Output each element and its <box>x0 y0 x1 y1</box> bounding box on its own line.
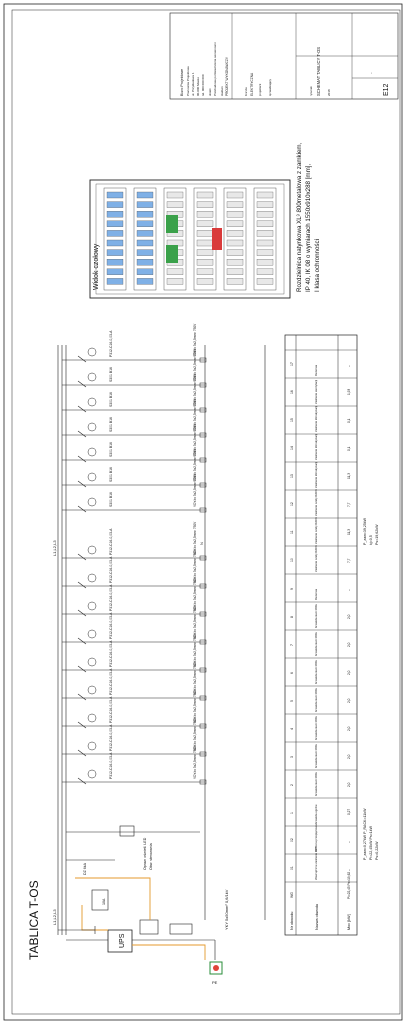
cable-label: YDYżo 3x2,5mm² 750V <box>193 689 197 723</box>
title-company-line-3: 00-000 Miasto <box>196 76 200 96</box>
schematic <box>27 323 265 985</box>
device-module <box>257 250 273 256</box>
breaker-contact <box>78 610 86 616</box>
neutral-label: N <box>199 542 204 545</box>
title-date: 2018 <box>327 89 331 96</box>
device-module <box>137 202 153 208</box>
incoming-cable: YKY 5x50mm² 0,6/1kV <box>224 889 229 930</box>
left-circuit <box>62 605 206 644</box>
title-branch: ELEKTRYCZNA <box>250 72 254 96</box>
title-company-line-1: Pracownia Projektowa <box>186 66 190 96</box>
board-title: TABLICA T-OS <box>27 880 41 960</box>
table-power: 11,3 <box>347 473 351 479</box>
rcd-symbol <box>88 658 96 666</box>
breaker-label: P312-C16-0,03-A <box>109 668 113 695</box>
device-module <box>257 278 273 284</box>
bus-left-label: L1,L2,L3 <box>52 909 57 925</box>
device-module <box>137 230 153 236</box>
left-circuit <box>62 549 206 588</box>
table-power: 2,0 <box>347 754 351 759</box>
enclosure-line-3: I klasa ochronności <box>314 239 321 292</box>
breaker-contact <box>78 666 86 672</box>
device-module <box>227 192 243 198</box>
circuits-right <box>62 323 206 512</box>
table-nr: 4 <box>290 728 294 730</box>
device-module <box>107 202 123 208</box>
rcd-symbol <box>88 630 96 638</box>
breaker-contact <box>78 778 86 784</box>
title-number: E12 <box>383 83 390 96</box>
control-wire-2 <box>75 878 150 920</box>
device-module <box>137 221 153 227</box>
table-name: Rezerwa <box>314 364 318 376</box>
table-nr: 13 <box>290 474 294 478</box>
table-name: Gniazda sieci RDG <box>314 716 318 740</box>
title-company-line-2: ul. Przykładowa 1 <box>191 72 195 96</box>
device-module <box>107 278 123 284</box>
device-module <box>197 211 213 217</box>
breaker-label: S301 B16 <box>109 467 113 482</box>
table-header-name: Nazwa obwodu <box>315 904 319 930</box>
table-power: 0,1 <box>347 446 351 451</box>
device-module <box>167 278 183 284</box>
device-module <box>257 202 273 208</box>
right-circuit <box>62 348 206 387</box>
left-circuit <box>62 745 206 784</box>
breaker-label: S301 B16 <box>109 442 113 457</box>
main-switch-handle <box>212 228 222 250</box>
device-module <box>257 211 273 217</box>
device-module <box>227 211 243 217</box>
right-circuit <box>62 323 206 362</box>
table-power: 2,0 <box>347 726 351 731</box>
rcd-symbol <box>88 574 96 582</box>
cabinet-row <box>254 188 276 290</box>
control-label: Obw. sterowania <box>149 843 153 870</box>
table-name: Zasilanie szafy RACK <box>314 516 318 544</box>
cable-label: YDYżo 3x2,5mm² 750V <box>193 661 197 695</box>
table-nr: 11 <box>290 530 294 534</box>
table-nr: 01 <box>290 866 294 870</box>
breaker-contact <box>78 481 86 487</box>
title-designer-label: projektant <box>258 83 262 96</box>
device-module <box>137 192 153 198</box>
device-module <box>197 250 213 256</box>
left-circuit <box>62 633 206 672</box>
table-header-nr: Nr obwodu <box>290 911 294 930</box>
device-module <box>107 250 123 256</box>
title-scale: – <box>369 72 373 74</box>
device-module <box>197 240 213 246</box>
device-module <box>107 221 123 227</box>
title-branch-label: branża <box>244 87 248 96</box>
table-name: Zasilanie klimatyzacji <box>314 433 318 460</box>
cable-label: YDYżo 3x2,5mm² 750V <box>193 521 197 555</box>
breaker-contact <box>78 554 86 560</box>
title-block <box>170 13 398 99</box>
table-nr: 12 <box>290 502 294 506</box>
table-power: 2,0 <box>347 642 351 647</box>
breaker-label: P312-C16-0,03-A <box>109 612 113 639</box>
device-module <box>137 250 153 256</box>
table-name: Gniazda sieci RDG <box>314 660 318 684</box>
table-name: Ochrona przepięciowa <box>314 824 318 852</box>
rcd-symbol <box>88 686 96 694</box>
bus-right-label: L1,L2,L3 <box>52 540 57 556</box>
table-power: Pi=22,45 Ps=19,62 <box>347 871 351 899</box>
device-module <box>257 221 273 227</box>
device-module <box>107 211 123 217</box>
table-nr: 1 <box>290 812 294 814</box>
cable-label: YDYżo 3x2,5mm² 750V <box>193 398 197 432</box>
pe-label: PE <box>212 980 218 985</box>
fuse-label: 10A <box>102 898 106 905</box>
device-module <box>257 240 273 246</box>
breaker-contact <box>78 506 86 512</box>
device-module <box>137 259 153 265</box>
title-object-label: obiekt <box>208 88 212 96</box>
device-module <box>227 230 243 236</box>
table-power: 2,0 <box>347 614 351 619</box>
device-module <box>227 202 243 208</box>
cable-label: YDYżo 3x2,5mm² 750V <box>193 348 197 382</box>
table-name: Gniazda sieci RDG <box>314 744 318 768</box>
table-name: Zasilanie wentylacji <box>314 379 318 404</box>
table-power: 2,0 <box>347 670 351 675</box>
device-module <box>197 230 213 236</box>
right-circuit <box>62 473 206 512</box>
ups-block <box>66 878 229 985</box>
cable-label: YDYżo 3x2,5mm² 750V <box>193 473 197 507</box>
table-nr: 15 <box>290 418 294 422</box>
table-power: – <box>347 869 351 871</box>
table-power: – <box>347 841 351 843</box>
device-module <box>167 192 183 198</box>
breaker-contact <box>78 381 86 387</box>
device-module <box>257 230 273 236</box>
breaker-contact <box>78 750 86 756</box>
device-module <box>137 211 153 217</box>
table-power: 2,0 <box>347 698 351 703</box>
device-module <box>227 221 243 227</box>
breaker-label: P312-C16-0,03-A <box>109 752 113 779</box>
circuit-table <box>285 335 379 935</box>
table-nr: 8 <box>290 616 294 618</box>
device-module <box>197 278 213 284</box>
cable-label: YDYżo 3x2,5mm² 750V <box>193 323 197 357</box>
breaker-label: P312-C16-0,03-A <box>109 640 113 667</box>
breaker-label: S301 B16 <box>109 417 113 432</box>
cable-label: YDYżo 3x2,5mm² 750V <box>193 745 197 779</box>
cabinet-row <box>224 188 246 290</box>
title-drawing-label: rysunek <box>309 86 313 96</box>
ups-label: UPS <box>119 933 126 948</box>
breaker-contact <box>78 694 86 700</box>
table-power: 7,7 <box>347 558 351 563</box>
right-circuit <box>62 398 206 437</box>
title-stage-label: stadium <box>220 86 224 96</box>
rcd-symbol <box>88 423 96 431</box>
breaker-contact <box>78 356 86 362</box>
cabinet-row <box>164 188 186 290</box>
device-module <box>197 202 213 208</box>
rcd-symbol <box>88 473 96 481</box>
table-name: Zasilanie klimatyzacji <box>314 461 318 488</box>
table-nr: 2 <box>290 784 294 786</box>
table-nr: 14 <box>290 446 294 450</box>
device-module <box>227 240 243 246</box>
breaker-contact <box>78 406 86 412</box>
device-module <box>227 259 243 265</box>
device-module <box>167 269 183 275</box>
breaker-label: S301 B16 <box>109 392 113 407</box>
rcd-symbol <box>88 770 96 778</box>
light-label: Opraw. oświetl. LED <box>143 837 147 870</box>
indicator-green-1 <box>166 215 178 233</box>
left-circuit <box>62 689 206 728</box>
rcd-symbol <box>88 546 96 554</box>
left-circuit <box>62 577 206 616</box>
pe-terminal-dot <box>213 965 219 971</box>
table-power: 0,27 <box>347 808 351 815</box>
title-checker-label: sprawdzający <box>268 79 272 96</box>
table-name: Zasilanie szafy RACK <box>314 488 318 516</box>
table-power: 2,0 <box>347 782 351 787</box>
table-name: Gniazda sieci RDG <box>314 772 318 796</box>
device-module <box>197 192 213 198</box>
summary-left-2: Pi=22,45kW Ps=1kW <box>369 826 373 860</box>
table-nr: 10 <box>290 558 294 562</box>
table-power: 11,3 <box>347 529 351 535</box>
breaker-label: P312-C16-0,03-A <box>109 556 113 583</box>
rcd-symbol <box>88 742 96 750</box>
table-nr: 17 <box>290 362 294 366</box>
device-module <box>257 259 273 265</box>
table-nr: 16 <box>290 390 294 394</box>
table-nr: 5 <box>290 700 294 702</box>
table-header-power: Moc [kW] <box>347 914 351 930</box>
right-circuit <box>62 373 206 412</box>
device-module <box>107 269 123 275</box>
cable-label: YDYżo 3x2,5mm² 750V <box>193 549 197 583</box>
table-name: Zasilanie szafy RACK <box>314 544 318 572</box>
breaker-label: S301 B16 <box>109 367 113 382</box>
table-name: Gniazda sieci RDG <box>314 604 318 628</box>
cable-label: YDYżo 3x2,5mm² 750V <box>193 633 197 667</box>
left-circuit <box>62 661 206 700</box>
breaker-label: P312-C16-0,03-A <box>109 724 113 751</box>
front-view-title: Widok czołowy <box>93 243 100 290</box>
device-module <box>107 240 123 246</box>
main-switch <box>58 826 200 934</box>
table-power: – <box>347 589 351 591</box>
breaker-label: S301 B16 <box>109 492 113 507</box>
table-name: Gniazda sieci RDG <box>314 632 318 656</box>
device-module <box>197 259 213 265</box>
device-module <box>137 240 153 246</box>
breaker-label: P312-C16-0,03-A <box>109 696 113 723</box>
cable-label: YDYżo 3x2,5mm² 750V <box>193 717 197 751</box>
control-wire-3 <box>132 945 205 960</box>
cable-label: YDYżo 3x2,5mm² 750V <box>193 423 197 457</box>
title-stage: PROJEKT WYKONAWCZY <box>225 57 229 96</box>
breaker-label: P312-C16-0,03-A <box>109 330 113 357</box>
left-circuit <box>62 717 206 756</box>
table-name: Gniazda sieci RDG <box>314 688 318 712</box>
breaker-contact <box>78 431 86 437</box>
circuits-left <box>62 521 206 784</box>
title-company-line-4: tel. 000 000 000 <box>201 74 205 96</box>
table-nr: 3 <box>290 756 294 758</box>
summary-left-3: Ps=0,22kW <box>375 841 379 860</box>
summary-right-3: Ps=19,62kW <box>375 524 379 545</box>
device-module <box>107 230 123 236</box>
cabinet-row <box>134 188 156 290</box>
table-nr: 7 <box>290 644 294 646</box>
cable-label: YDYżo 3x2,5mm² 750V <box>193 448 197 482</box>
title-company: Biuro Projektowe <box>180 68 184 96</box>
device-module <box>257 192 273 198</box>
summary-right-1: P_zaw=39,25kW <box>363 517 367 545</box>
device-module <box>197 269 213 275</box>
cable-label: YDYżo 3x2,5mm² 750V <box>193 605 197 639</box>
breaker-label: P312-C16-0,03-A <box>109 528 113 555</box>
breaker-contact <box>78 456 86 462</box>
surge-label: DZ 6kA <box>83 863 87 875</box>
device-module <box>137 278 153 284</box>
right-circuit <box>62 423 206 462</box>
rcd-symbol <box>88 373 96 381</box>
indicator-green-2 <box>166 245 178 263</box>
breaker-contact <box>78 722 86 728</box>
summary-left-1: P_zaw=0,27kW P_RACK=11kW <box>363 808 367 860</box>
table-name: Gniazda ogólne <box>314 804 318 824</box>
device-module <box>257 269 273 275</box>
rcd-symbol <box>88 448 96 456</box>
device-module <box>227 278 243 284</box>
cable-label: YDYżo 3x2,5mm² 750V <box>193 577 197 611</box>
rcd-symbol <box>88 714 96 722</box>
right-circuit <box>62 448 206 487</box>
breaker-contact <box>78 582 86 588</box>
device-module <box>107 259 123 265</box>
rcd-symbol <box>88 602 96 610</box>
breaker-contact <box>78 638 86 644</box>
table-name: Wewnętrzne zasilanie UPS <box>314 846 318 880</box>
device-module <box>227 250 243 256</box>
rcd-symbol <box>88 348 96 356</box>
cable-label: YDYżo 3x2,5mm² 750V <box>193 373 197 407</box>
title-drawing: SCHEMAT TABLICY T-OS <box>316 46 321 96</box>
rcd-symbol <box>88 498 96 506</box>
table-nr: WG <box>290 892 294 898</box>
table-nr: 6 <box>290 672 294 674</box>
table-power: 0,1 <box>347 418 351 423</box>
cabinet-row <box>104 188 126 290</box>
device-module <box>107 192 123 198</box>
breaker-label: P312-C16-0,03-A <box>109 584 113 611</box>
front-view <box>90 142 321 298</box>
device-module <box>197 221 213 227</box>
device-module <box>227 269 243 275</box>
table-nr: 02 <box>290 838 294 842</box>
enclosure-line-1: Rozdzielnica natynkowa XL³ 800metalowa z zamkiem, <box>296 142 303 292</box>
title-object: Przebudowa pomieszczenia serwerowni <box>213 42 217 96</box>
device-module <box>137 269 153 275</box>
table-power: 7,7 <box>347 502 351 507</box>
table-nr: 9 <box>290 588 294 590</box>
summary-right-2: kj=0,5 <box>369 535 373 545</box>
device-module <box>167 202 183 208</box>
table-power: 1,93 <box>347 388 351 395</box>
table-power: – <box>347 365 351 367</box>
left-circuit <box>62 521 206 560</box>
enclosure-line-2: IP 40, IK 08 o wymiarach 1550x910x288 [mm], <box>305 163 312 292</box>
table-name: Rezerwa <box>314 588 318 600</box>
table-name: Zasilanie klimatyzacji <box>314 405 318 432</box>
rcd-symbol <box>88 398 96 406</box>
